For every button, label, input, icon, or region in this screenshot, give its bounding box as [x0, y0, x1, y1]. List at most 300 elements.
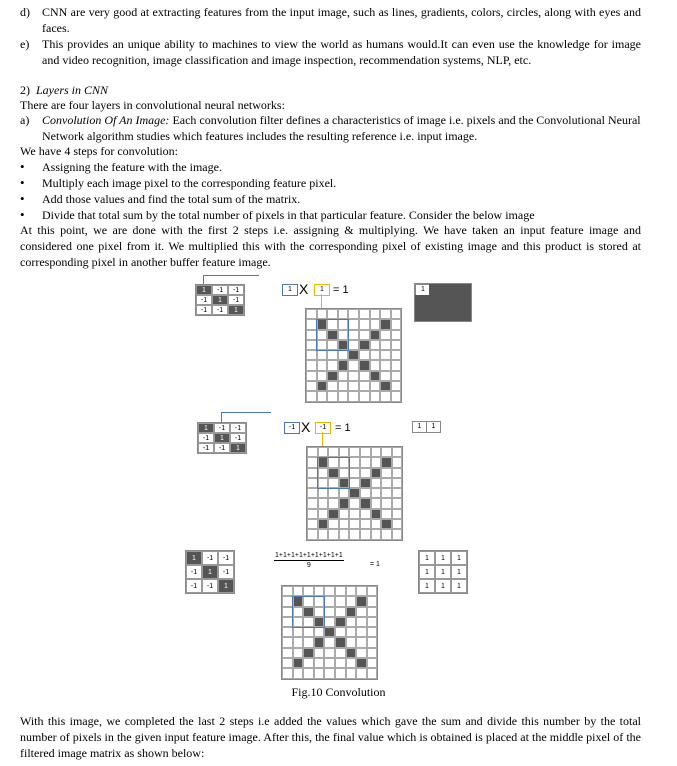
kernel-cell: 1: [228, 305, 244, 315]
pixel-cell: [307, 509, 318, 519]
pixel-cell: [317, 350, 328, 360]
pixel-cell: [349, 457, 360, 467]
pixel-cell: [391, 309, 402, 319]
kernel-cell: -1: [230, 423, 246, 433]
kernel-cell: 1: [212, 295, 228, 305]
pixel-cell: [328, 509, 339, 519]
pixel-cell: [282, 586, 293, 596]
pixel-cell: [349, 468, 360, 478]
pixel-cell: [381, 519, 392, 529]
pixel-cell: [318, 529, 329, 539]
pixel-cell: [359, 340, 370, 350]
pixel-cell: [339, 519, 350, 529]
pixel-cell: [335, 648, 346, 658]
pixel-cell: [346, 668, 357, 678]
kernel-cell: 1: [186, 551, 202, 565]
item-a-body: Each convolution filter defines a characteristics of image i.e. pixels and the Convolutional Neural Network algorithm studies which features includes the resulting reference i.e. input image.: [42, 113, 641, 143]
pixel-cell: [392, 498, 403, 508]
times-symbol: X: [299, 281, 309, 297]
pixel-cell: [370, 371, 381, 381]
item-a-label: a): [20, 113, 30, 127]
bullet-icon: •: [20, 191, 25, 206]
pixel-cell: [293, 586, 304, 596]
kernel-cell: -1: [198, 433, 214, 443]
pixel-cell: [370, 360, 381, 370]
pixel-cell: [328, 498, 339, 508]
pixel-cell: [392, 478, 403, 488]
pixel-cell: [380, 319, 391, 329]
pixel-cell: [339, 498, 350, 508]
pixel-cell: [306, 330, 317, 340]
pixel-cell: [348, 340, 359, 350]
pixel-cell: [392, 488, 403, 498]
pixel-cell: [381, 447, 392, 457]
pixel-cell: [370, 391, 381, 401]
pixel-cell: [327, 350, 338, 360]
times-symbol: X: [301, 419, 311, 435]
pixel-cell: [338, 350, 349, 360]
pixel-cell: [327, 381, 338, 391]
pixel-cell: [335, 637, 346, 647]
pixel-cell: [339, 529, 350, 539]
output-buffer-1: [414, 283, 472, 322]
section-heading: [20, 82, 108, 98]
pixel-cell: [381, 529, 392, 539]
pixel-cell: [314, 586, 325, 596]
pixel-cell: [348, 381, 359, 391]
kernel-cell: -1: [212, 285, 228, 295]
pixel-cell: [348, 391, 359, 401]
pixel-cell: [318, 519, 329, 529]
input-image-grid-2: [306, 446, 403, 541]
pixel-cell: [359, 391, 370, 401]
pixel-cell: [346, 637, 357, 647]
kernel-cell: -1: [230, 433, 246, 443]
pixel-cell: [346, 586, 357, 596]
output-cell: 1: [419, 565, 435, 579]
pixel-cell: [306, 391, 317, 401]
paragraph-1: At this point, we are done with the first 2 steps i.e. assigning & multiplying. We have taken an input feature image and considered one pixel from it. We multiplied this with the corresponding pixel of existing image and this product is stored at corresponding pixel in another buffer feature image.: [20, 223, 641, 269]
feature-pixel-box: 1: [282, 284, 298, 296]
pixel-cell: [380, 381, 391, 391]
pixel-cell: [348, 371, 359, 381]
pixel-cell: [306, 309, 317, 319]
pixel-cell: [356, 648, 367, 658]
output-cell: 1: [451, 579, 467, 593]
pixel-cell: [380, 340, 391, 350]
pixel-cell: [367, 627, 378, 637]
pixel-cell: [360, 447, 371, 457]
pixel-cell: [282, 607, 293, 617]
kernel-cell: -1: [202, 579, 218, 593]
pixel-cell: [327, 391, 338, 401]
pixel-cell: [306, 371, 317, 381]
arrow-line: [221, 412, 271, 413]
pixel-cell: [324, 617, 335, 627]
pixel-cell: [380, 330, 391, 340]
kernel-cell: -1: [186, 579, 202, 593]
bullet-4: Divide that total sum by the total number of pixels in that particular feature. Consider the below image: [42, 208, 535, 222]
pixel-cell: [282, 668, 293, 678]
item-a-text: [42, 112, 641, 144]
pixel-cell: [303, 648, 314, 658]
pixel-cell: [307, 529, 318, 539]
pixel-cell: [317, 381, 328, 391]
kernel-matrix-1: [195, 284, 245, 316]
kernel-cell: -1: [228, 285, 244, 295]
pixel-cell: [317, 371, 328, 381]
input-image-grid-3: [281, 585, 378, 680]
pixel-cell: [359, 371, 370, 381]
kernel-cell: -1: [212, 305, 228, 315]
pixel-cell: [293, 658, 304, 668]
kernel-cell: 1: [198, 423, 214, 433]
sum-numerator: 1+1+1+1+1+1+1+1+1: [275, 552, 343, 559]
pixel-cell: [356, 607, 367, 617]
output-cell: 1: [451, 565, 467, 579]
pixel-cell: [314, 658, 325, 668]
pixel-cell: [307, 488, 318, 498]
product-result: = 1: [335, 422, 351, 434]
pixel-cell: [392, 468, 403, 478]
pixel-cell: [346, 627, 357, 637]
pixel-cell: [371, 519, 382, 529]
pixel-cell: [346, 607, 357, 617]
pixel-cell: [371, 529, 382, 539]
output-matrix-3: [418, 550, 468, 594]
pixel-cell: [339, 488, 350, 498]
pixel-cell: [370, 319, 381, 329]
pixel-cell: [392, 509, 403, 519]
pixel-cell: [303, 586, 314, 596]
pixel-cell: [339, 447, 350, 457]
pixel-cell: [367, 637, 378, 647]
pixel-cell: [359, 350, 370, 360]
kernel-cell: -1: [218, 551, 234, 565]
kernel-cell: -1: [198, 443, 214, 453]
pixel-cell: [328, 519, 339, 529]
pixel-cell: [335, 668, 346, 678]
pixel-cell: [282, 596, 293, 606]
paragraph-2: With this image, we completed the last 2 steps i.e added the values which gave the sum and divide this number by the total number of pixels in the given input feature image. After this, the final value which is obtained is placed at the middle pixel of the filtered image matrix as shown below:: [20, 714, 641, 760]
pixel-cell: [314, 627, 325, 637]
pixel-cell: [349, 498, 360, 508]
kernel-cell: -1: [186, 565, 202, 579]
pixel-cell: [381, 468, 392, 478]
arrow-line: [203, 275, 259, 276]
pixel-cell: [392, 457, 403, 467]
pixel-cell: [335, 607, 346, 617]
pixel-cell: [370, 340, 381, 350]
pixel-cell: [367, 586, 378, 596]
kernel-cell: -1: [202, 551, 218, 565]
pixel-cell: [335, 658, 346, 668]
filter-window: [316, 319, 349, 351]
kernel-cell: 1: [202, 565, 218, 579]
output-cell: 1: [435, 579, 451, 593]
pixel-cell: [380, 309, 391, 319]
pixel-cell: [293, 668, 304, 678]
pixel-cell: [349, 478, 360, 488]
pixel-cell: [370, 330, 381, 340]
output-cell: 1: [451, 551, 467, 565]
filter-window: [317, 457, 350, 489]
pixel-cell: [307, 519, 318, 529]
pixel-cell: [328, 488, 339, 498]
pixel-cell: [307, 478, 318, 488]
pixel-cell: [324, 596, 335, 606]
item-d-text: CNN are very good at extracting features from the input image, such as lines, gradients, colors, circles, along with eyes and faces.: [42, 5, 641, 35]
average-result: = 1: [370, 561, 380, 568]
pixel-cell: [349, 519, 360, 529]
bullet-icon: •: [20, 175, 25, 190]
pixel-cell: [367, 617, 378, 627]
pixel-cell: [349, 488, 360, 498]
pixel-cell: [356, 668, 367, 678]
pixel-cell: [307, 498, 318, 508]
pixel-cell: [391, 381, 402, 391]
pixel-cell: [356, 637, 367, 647]
pixel-cell: [392, 447, 403, 457]
pixel-cell: [318, 447, 329, 457]
pixel-cell: [318, 498, 329, 508]
pixel-cell: [391, 391, 402, 401]
pixel-cell: [348, 309, 359, 319]
pixel-cell: [324, 648, 335, 658]
pixel-cell: [360, 478, 371, 488]
pixel-cell: [307, 468, 318, 478]
pixel-cell: [367, 596, 378, 606]
kernel-cell: -1: [214, 443, 230, 453]
pixel-cell: [339, 509, 350, 519]
pixel-cell: [328, 447, 339, 457]
pixel-cell: [356, 617, 367, 627]
pixel-cell: [356, 596, 367, 606]
pixel-cell: [327, 371, 338, 381]
feature-pixel-box: -1: [284, 422, 300, 434]
pixel-cell: [371, 488, 382, 498]
pixel-cell: [370, 350, 381, 360]
pixel-cell: [324, 637, 335, 647]
pixel-cell: [282, 617, 293, 627]
pixel-cell: [293, 627, 304, 637]
bullet-icon: •: [20, 207, 25, 222]
output-cell: 1: [435, 565, 451, 579]
pixel-cell: [367, 607, 378, 617]
pixel-cell: [380, 391, 391, 401]
pixel-cell: [338, 309, 349, 319]
pixel-cell: [349, 509, 360, 519]
image-pixel-box: 1: [314, 284, 330, 296]
pixel-cell: [371, 478, 382, 488]
kernel-cell: 1: [230, 443, 246, 453]
pixel-cell: [359, 319, 370, 329]
sum-fraction: [274, 551, 344, 570]
pixel-cell: [380, 371, 391, 381]
pixel-cell: [306, 319, 317, 329]
pixel-cell: [324, 627, 335, 637]
kernel-matrix-2: [197, 422, 247, 454]
pixel-cell: [360, 509, 371, 519]
pixel-cell: [381, 509, 392, 519]
output-cell: 1: [431, 423, 436, 430]
pixel-cell: [360, 519, 371, 529]
pixel-cell: [367, 658, 378, 668]
section-number: 2): [20, 83, 30, 97]
pixel-cell: [338, 391, 349, 401]
pixel-cell: [381, 457, 392, 467]
buffer-empty: [429, 284, 471, 295]
pixel-cell: [314, 648, 325, 658]
pixel-cell: [303, 668, 314, 678]
pixel-cell: [346, 617, 357, 627]
output-cell: 1: [419, 551, 435, 565]
section-title: Layers in CNN: [36, 83, 109, 97]
pixel-cell: [359, 330, 370, 340]
pixel-cell: [391, 350, 402, 360]
pixel-cell: [293, 637, 304, 647]
pixel-cell: [359, 360, 370, 370]
kernel-cell: -1: [196, 295, 212, 305]
pixel-cell: [391, 360, 402, 370]
pixel-cell: [318, 509, 329, 519]
pixel-cell: [391, 371, 402, 381]
pixel-cell: [307, 457, 318, 467]
pixel-cell: [346, 658, 357, 668]
pixel-cell: [282, 637, 293, 647]
pixel-cell: [356, 658, 367, 668]
kernel-cell: 1: [218, 579, 234, 593]
output-cell: 1: [413, 422, 427, 432]
kernel-cell: -1: [228, 295, 244, 305]
pixel-cell: [282, 627, 293, 637]
input-image-grid-1: [305, 308, 402, 403]
output-cell: 1: [419, 579, 435, 593]
pixel-cell: [335, 617, 346, 627]
bullet-1: Assigning the feature with the image.: [42, 160, 222, 174]
pixel-cell: [371, 457, 382, 467]
pixel-cell: [349, 529, 360, 539]
pixel-cell: [356, 586, 367, 596]
pixel-cell: [317, 360, 328, 370]
pixel-cell: [306, 350, 317, 360]
pixel-cell: [359, 381, 370, 391]
pixel-cell: [370, 309, 381, 319]
buffer-empty: [415, 295, 471, 321]
pixel-cell: [356, 627, 367, 637]
pixel-cell: [306, 360, 317, 370]
arrow-line: [203, 275, 204, 284]
pixel-cell: [360, 529, 371, 539]
pixel-cell: [392, 529, 403, 539]
pixel-cell: [391, 319, 402, 329]
pixel-cell: [335, 596, 346, 606]
bullet-icon: •: [20, 159, 25, 174]
pixel-cell: [391, 330, 402, 340]
item-d-label: d): [20, 5, 30, 19]
pixel-cell: [338, 360, 349, 370]
pixel-cell: [371, 447, 382, 457]
pixel-cell: [327, 360, 338, 370]
arrow-line: [321, 294, 322, 308]
pixel-cell: [293, 648, 304, 658]
pixel-cell: [307, 447, 318, 457]
pixel-cell: [317, 309, 328, 319]
pixel-cell: [317, 391, 328, 401]
pixel-cell: [391, 340, 402, 350]
pixel-cell: [392, 519, 403, 529]
pixel-cell: [328, 529, 339, 539]
output-cell: 1: [435, 551, 451, 565]
kernel-cell: 1: [214, 433, 230, 443]
item-e-text: This provides an unique ability to machines to view the world as humans would.It can even use the knowledge for image and video recognition, image classification and image inspection, recommendation systems, NLP, etc.: [42, 37, 641, 67]
pixel-cell: [360, 498, 371, 508]
pixel-cell: [346, 648, 357, 658]
pixel-cell: [303, 637, 314, 647]
pixel-cell: [371, 468, 382, 478]
pixel-cell: [348, 319, 359, 329]
kernel-matrix-3: [185, 550, 235, 594]
pixel-cell: [327, 309, 338, 319]
pixel-cell: [348, 360, 359, 370]
pixel-cell: [303, 627, 314, 637]
image-pixel-box: -1: [315, 422, 331, 434]
pixel-cell: [360, 488, 371, 498]
pixel-cell: [381, 478, 392, 488]
pixel-cell: [349, 447, 360, 457]
pixel-cell: [338, 381, 349, 391]
pixel-cell: [360, 457, 371, 467]
pixel-cell: [371, 498, 382, 508]
arrow-line: [221, 412, 222, 422]
pixel-cell: [381, 498, 392, 508]
kernel-cell: -1: [196, 305, 212, 315]
item-a-term: Convolution Of An Image:: [42, 113, 170, 127]
arrow-line: [322, 432, 323, 446]
item-e-label: e): [20, 37, 30, 51]
pixel-cell: [380, 350, 391, 360]
kernel-cell: 1: [196, 285, 212, 295]
output-buffer-2: [412, 421, 441, 433]
pixel-cell: [348, 330, 359, 340]
pixel-cell: [371, 509, 382, 519]
pixel-cell: [367, 648, 378, 658]
pixel-cell: [381, 488, 392, 498]
pixel-cell: [370, 381, 381, 391]
intro-text: There are four layers in convolutional neural networks:: [20, 98, 285, 112]
pixel-cell: [359, 309, 370, 319]
steps-intro: We have 4 steps for convolution:: [20, 144, 178, 158]
pixel-cell: [338, 371, 349, 381]
pixel-cell: [324, 607, 335, 617]
pixel-cell: [318, 488, 329, 498]
bullet-3: Add those values and find the total sum of the matrix.: [42, 192, 301, 206]
pixel-cell: [303, 658, 314, 668]
pixel-cell: [360, 468, 371, 478]
figure-caption: Fig.10 Convolution: [291, 685, 386, 699]
pixel-cell: [367, 668, 378, 678]
pixel-cell: [314, 668, 325, 678]
pixel-cell: [314, 637, 325, 647]
pixel-cell: [324, 586, 335, 596]
pixel-cell: [346, 596, 357, 606]
pixel-cell: [306, 381, 317, 391]
sum-denominator: 9: [306, 562, 311, 569]
kernel-cell: -1: [218, 565, 234, 579]
pixel-cell: [335, 627, 346, 637]
pixel-cell: [282, 648, 293, 658]
pixel-cell: [348, 350, 359, 360]
